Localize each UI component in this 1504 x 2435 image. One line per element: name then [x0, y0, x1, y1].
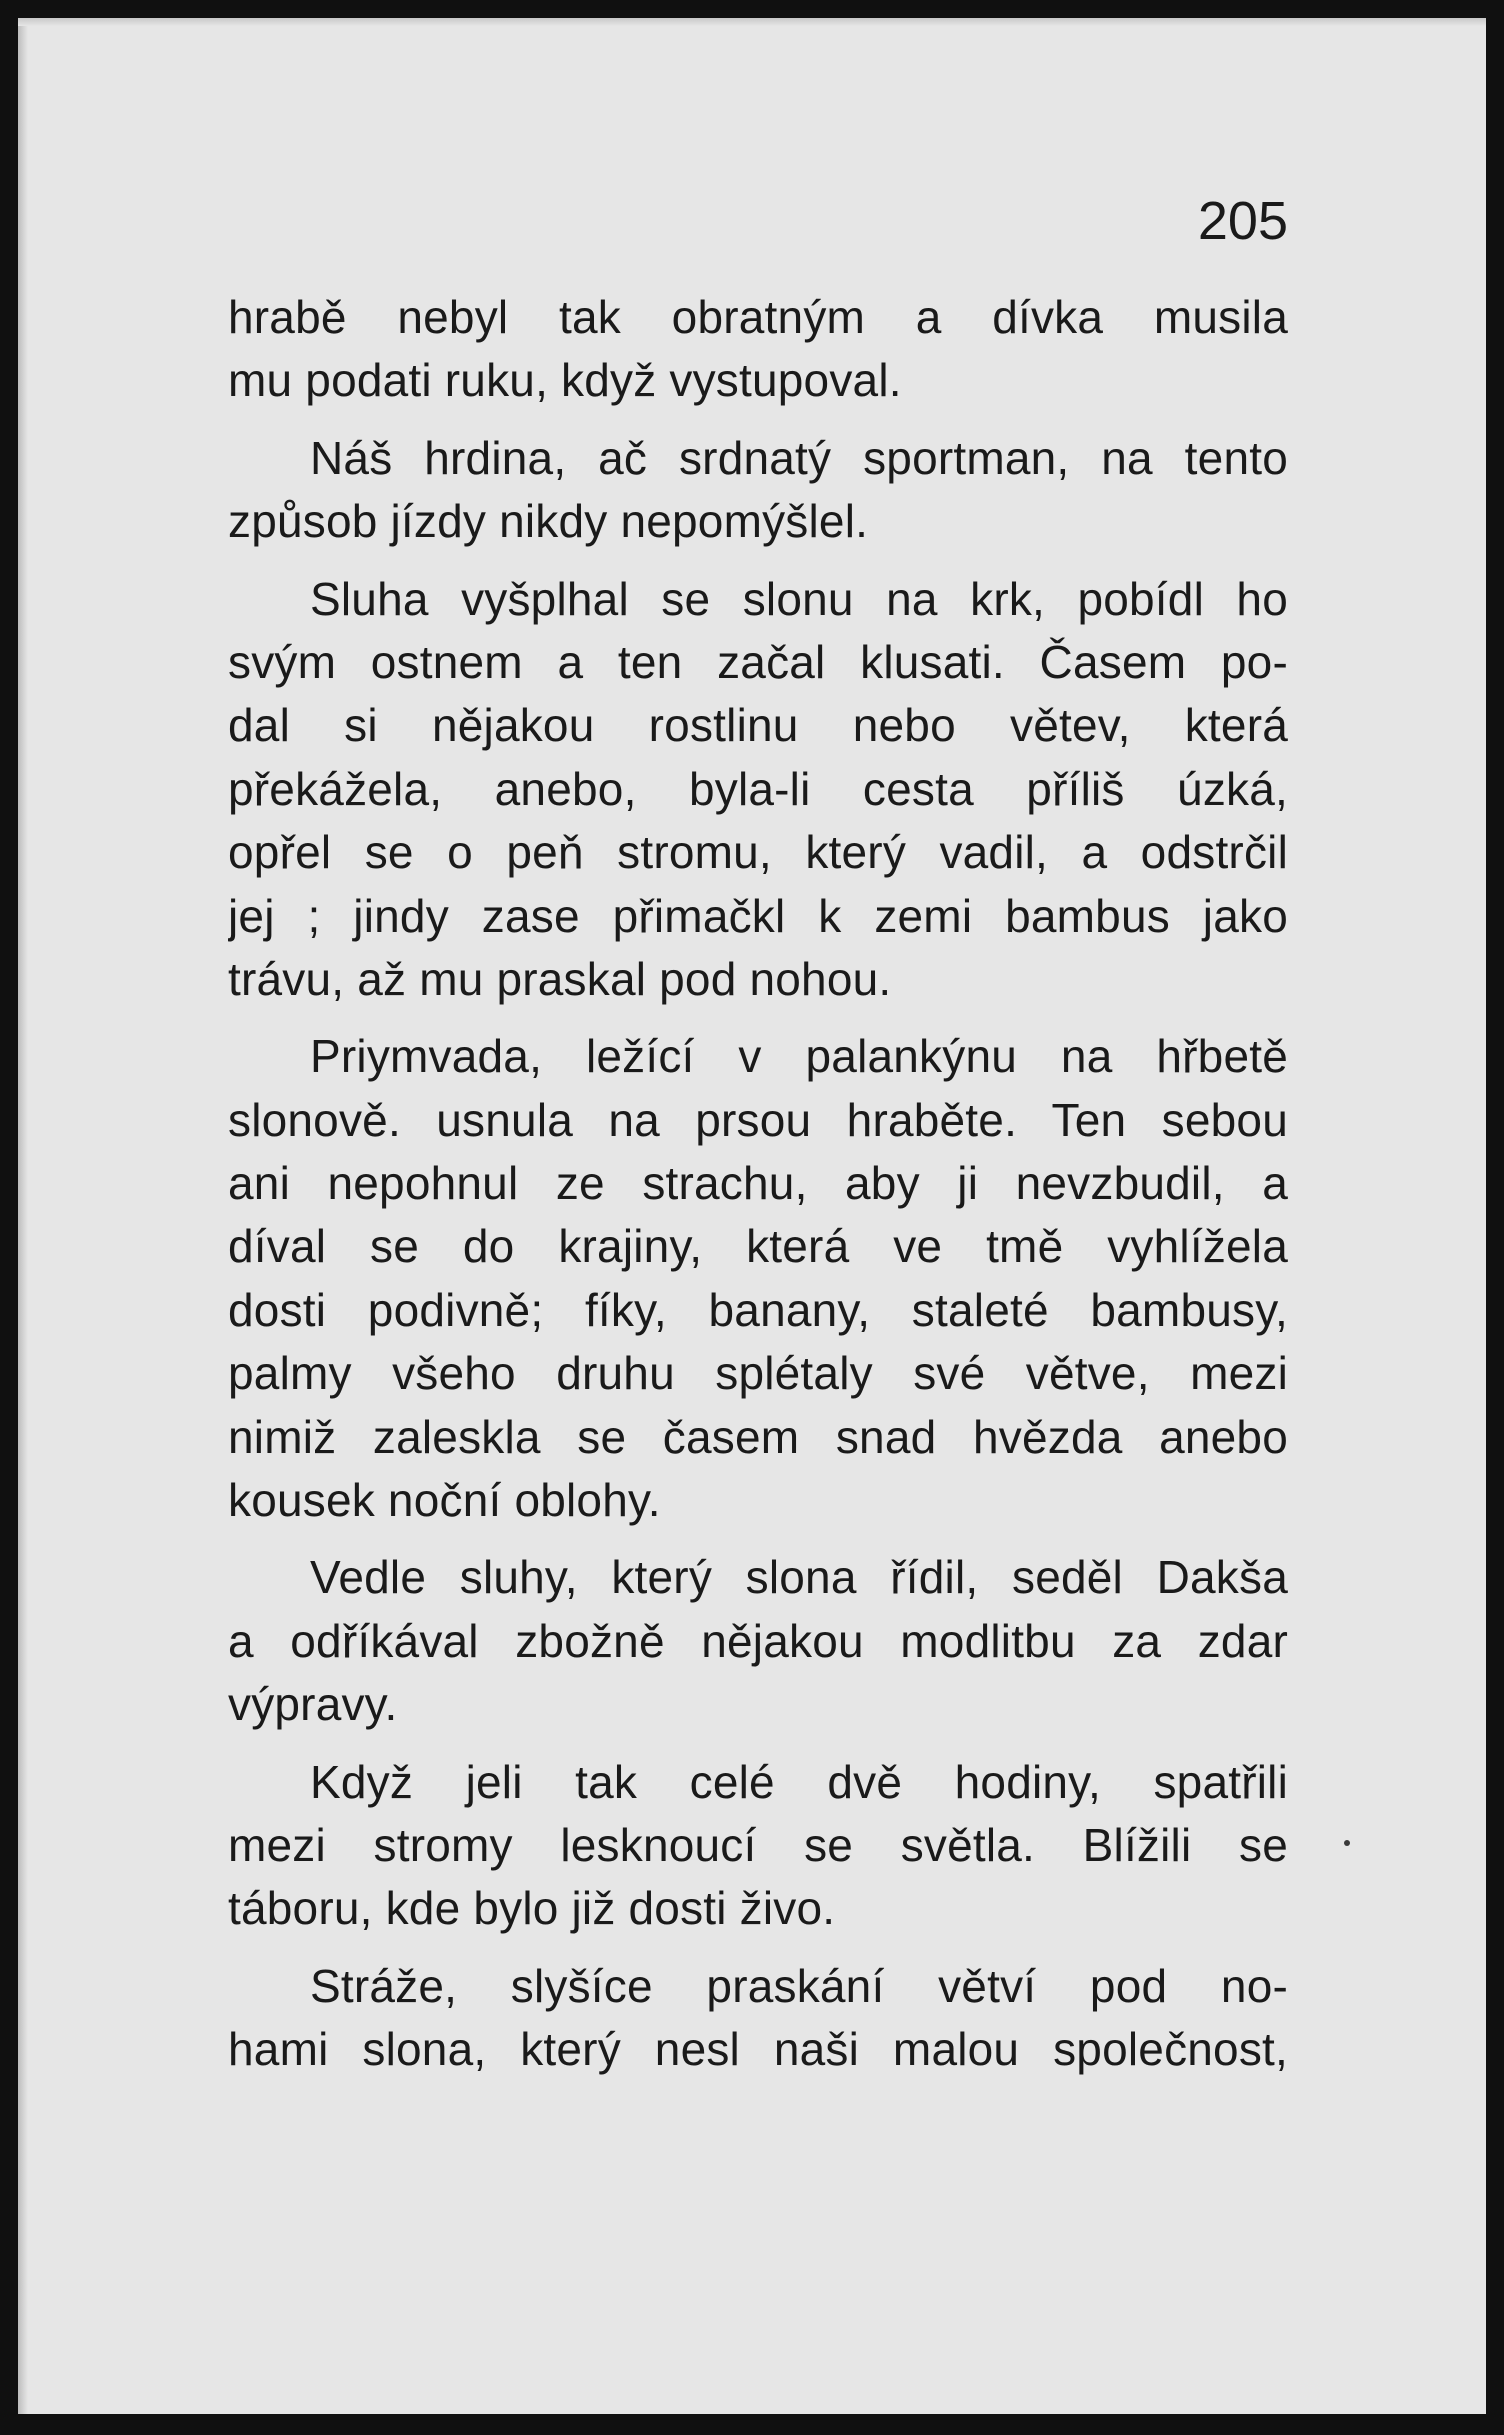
text-line: dal si nějakou rostlinu nebo větev, která: [228, 699, 1288, 752]
paragraph: [228, 568, 1288, 1012]
text-line: palmy všeho druhu splétaly své větve, mezi: [228, 1347, 1288, 1400]
page-edge-top: [18, 18, 1486, 26]
text-line: kousek noční oblohy.: [228, 1474, 661, 1527]
paragraph: [228, 1546, 1288, 1736]
text-line: slonově. usnula na prsou hraběte. Ten sebou: [228, 1093, 1288, 1146]
paragraph-gap: [228, 554, 1288, 568]
text-line: mu podati ruku, když vystupoval.: [228, 354, 902, 407]
text-line: a odříkával zbožně nějakou modlitbu za zdar: [228, 1614, 1288, 1667]
text-line: Priymvada, ležící v palankýnu na hřbetě: [310, 1030, 1288, 1083]
text-line: opřel se o peň stromu, který vadil, a odstrčil: [228, 826, 1288, 879]
text-body: [228, 286, 1288, 2082]
text-line: Sluha vyšplhal se slonu na krk, pobídl ho: [310, 572, 1288, 625]
book-page: [18, 18, 1486, 2414]
text-line: mezi stromy lesknoucí se světla. Blížili se: [228, 1818, 1288, 1871]
text-line: překážela, anebo, byla-li cesta příliš úzká,: [228, 762, 1288, 815]
page-number: 205: [1197, 191, 1288, 251]
page-edge-left: [18, 18, 28, 2414]
text-line: svým ostnem a ten začal klusati. Časem po-: [228, 635, 1288, 688]
paragraph-gap: [228, 1737, 1288, 1751]
text-line: hami slona, který nesl naši malou společnost,: [228, 2023, 1288, 2076]
paragraph-gap: [228, 1011, 1288, 1025]
text-line: Když jeli tak celé dvě hodiny, spatřili: [310, 1755, 1288, 1808]
text-line: nimiž zaleskla se časem snad hvězda anebo: [228, 1410, 1288, 1463]
text-line: způsob jízdy nikdy nepomýšlel.: [228, 495, 869, 548]
paragraph: [228, 286, 1288, 413]
text-line: Vedle sluhy, který slona řídil, seděl Dakša: [310, 1551, 1288, 1604]
print-speck: [1344, 1840, 1350, 1846]
text-line: dosti podivně; fíky, banany, staleté bambusy,: [228, 1283, 1288, 1336]
text-line: hrabě nebyl tak obratným a dívka musila: [228, 291, 1288, 343]
text-line: trávu, až mu praskal pod nohou.: [228, 952, 892, 1005]
text-line: táboru, kde bylo již dosti živo.: [228, 1882, 836, 1935]
paragraph: [228, 427, 1288, 554]
text-line: Stráže, slyšíce praskání větví pod no-: [310, 1959, 1288, 2012]
paragraph-gap: [228, 1532, 1288, 1546]
paragraph: [228, 1025, 1288, 1532]
text-line: Náš hrdina, ač srdnatý sportman, na tento: [310, 431, 1288, 484]
text-line: výpravy.: [228, 1678, 398, 1731]
paragraph-gap: [228, 413, 1288, 427]
text-line: ani nepohnul ze strachu, aby ji nevzbudil, a: [228, 1157, 1288, 1210]
text-line: jej ; jindy zase přimačkl k zemi bambus jako: [228, 889, 1288, 942]
paragraph: [228, 1955, 1288, 2082]
paragraph: [228, 1751, 1288, 1941]
paragraph-gap: [228, 1941, 1288, 1955]
text-line: díval se do krajiny, která ve tmě vyhlížela: [228, 1220, 1288, 1273]
